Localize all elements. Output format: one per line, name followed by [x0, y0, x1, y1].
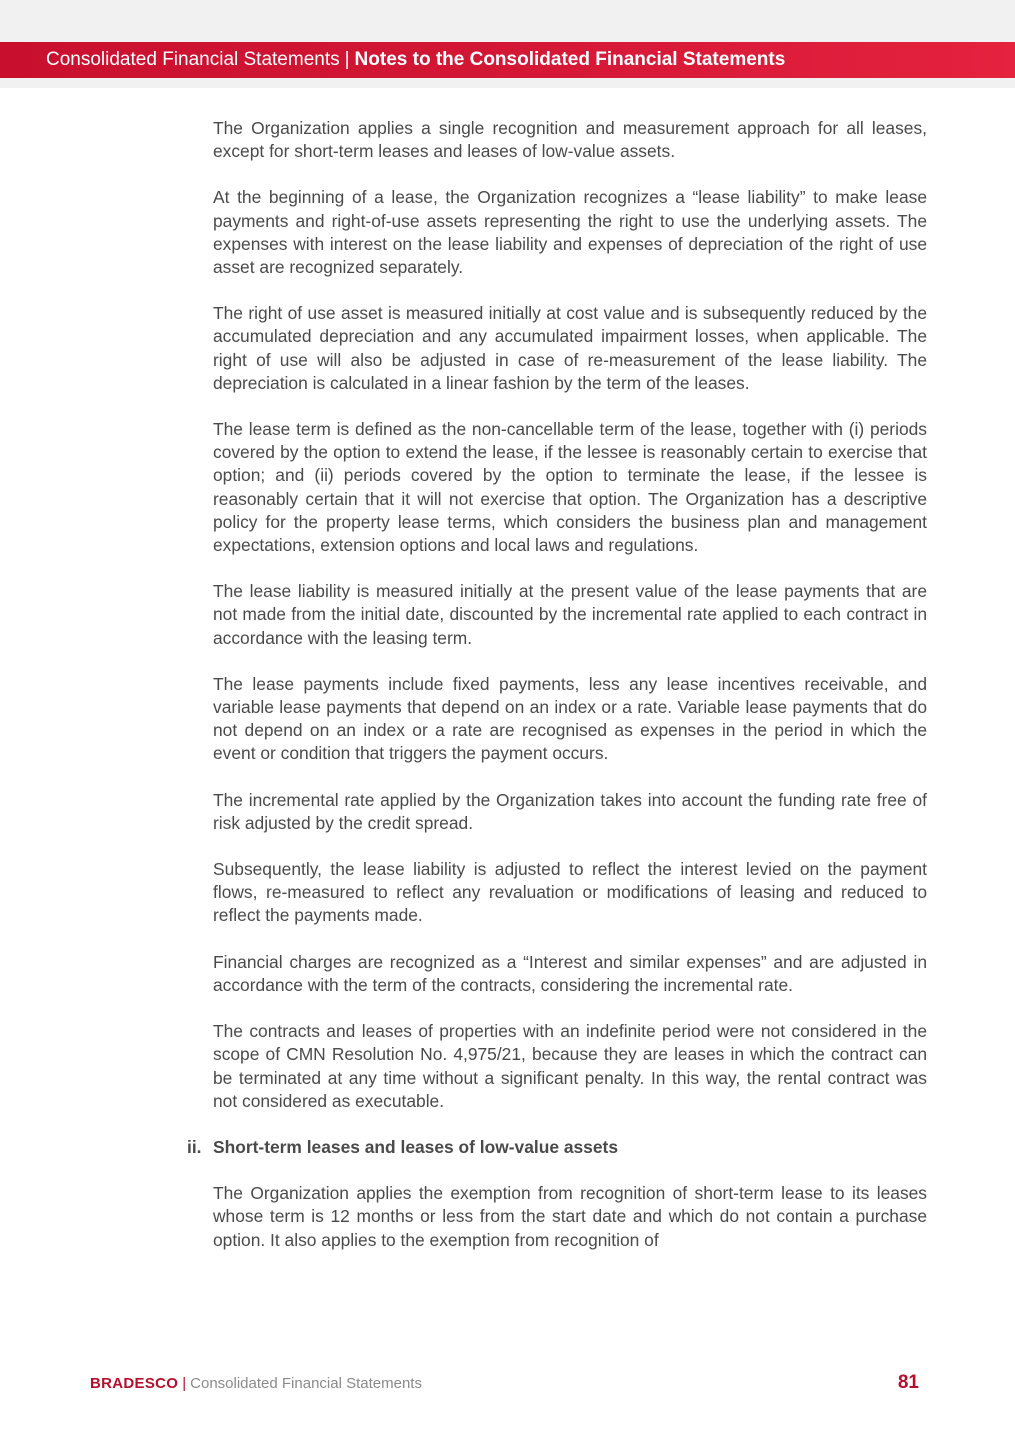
paragraph: The Organization applies the exemption from recognition of short-term lease to its leases whose term is 12 months or less from the start date and which do not contain a purchase option. It also applies to the exemption from recognition of: [213, 1183, 927, 1250]
subsection-heading: [187, 1136, 927, 1159]
header-title: Notes to the Consolidated Financial Statements: [354, 49, 786, 70]
paragraph: At the beginning of a lease, the Organization recognizes a “lease liability” to make lease payments and right-of-use assets representing the right to use the underlying assets. The expenses with interest on the lease liability and expenses of depreciation of the right of use asset are recognized separately.: [213, 187, 927, 278]
paragraph: The right of use asset is measured initially at cost value and is subsequently reduced by the accumulated depreciation and any accumulated impairment losses, when applicable. The right of use will also be adjusted in case of re-measurement of the lease liability. The depreciation is calculated in a linear fashion by the term of the leases.: [213, 303, 927, 393]
paragraph: The incremental rate applied by the Organization takes into account the funding rate free of risk adjusted by the credit spread.: [213, 789, 927, 833]
body-content: [187, 117, 927, 1252]
page-footer: [90, 1374, 422, 1394]
header-underline-band: [0, 78, 1015, 88]
footer-brand: BRADESCO: [90, 1375, 179, 1392]
subsection-title: Short-term leases and leases of low-value assets: [213, 1136, 618, 1157]
footer-section-label: Consolidated Financial Statements: [190, 1375, 422, 1392]
page-header: [0, 42, 1015, 78]
paragraph: The lease liability is measured initially at the present value of the lease payments that are not made from the initial date, discounted by the incremental rate applied to each contract in accordance with the leasing term.: [213, 581, 927, 648]
header-title-group: [46, 42, 785, 78]
paragraph: Financial charges are recognized as a “Interest and similar expenses” and are adjusted in accordance with the term of the contracts, considering the incremental rate.: [213, 951, 927, 995]
page-number: 81: [897, 1372, 919, 1393]
subsection-number: ii.: [187, 1136, 202, 1157]
paragraph: Subsequently, the lease liability is adjusted to reflect the interest levied on the payment flows, re-measured to reflect any revaluation or modifications of leasing and reduced to reflect the payments made.: [213, 859, 927, 926]
paragraph: The lease payments include fixed payments, less any lease incentives receivable, and variable lease payments that depend on an index or a rate. Variable lease payments that do not depend on an index or a rate are recognised as expenses in the period in which the event or condition that triggers the payment occurs.: [213, 673, 927, 764]
paragraph: The contracts and leases of properties with an indefinite period were not considered in the scope of CMN Resolution No. 4,975/21, because they are leases in which the contract can be terminated at any time without a significant penalty. In this way, the rental contract was not considered as executable.: [213, 1021, 927, 1111]
top-margin-strip: [0, 0, 1015, 42]
paragraph: The lease term is defined as the non-cancellable term of the lease, together with (i) periods covered by the option to extend the lease, if the lessee is reasonably certain to exercise that option; and (ii) periods covered by the option to terminate the lease, if the lessee is reasonably certain that it will not exercise that option. The Organization has a descriptive policy for the property lease terms, which considers the business plan and management expectations, extension options and local laws and regulations.: [213, 419, 927, 556]
header-section-label: Consolidated Financial Statements: [46, 49, 340, 70]
header-separator: |: [344, 49, 350, 70]
footer-separator: |: [182, 1375, 187, 1392]
paragraph: The Organization applies a single recognition and measurement approach for all leases, except for short-term leases and leases of low-value assets.: [213, 118, 927, 162]
